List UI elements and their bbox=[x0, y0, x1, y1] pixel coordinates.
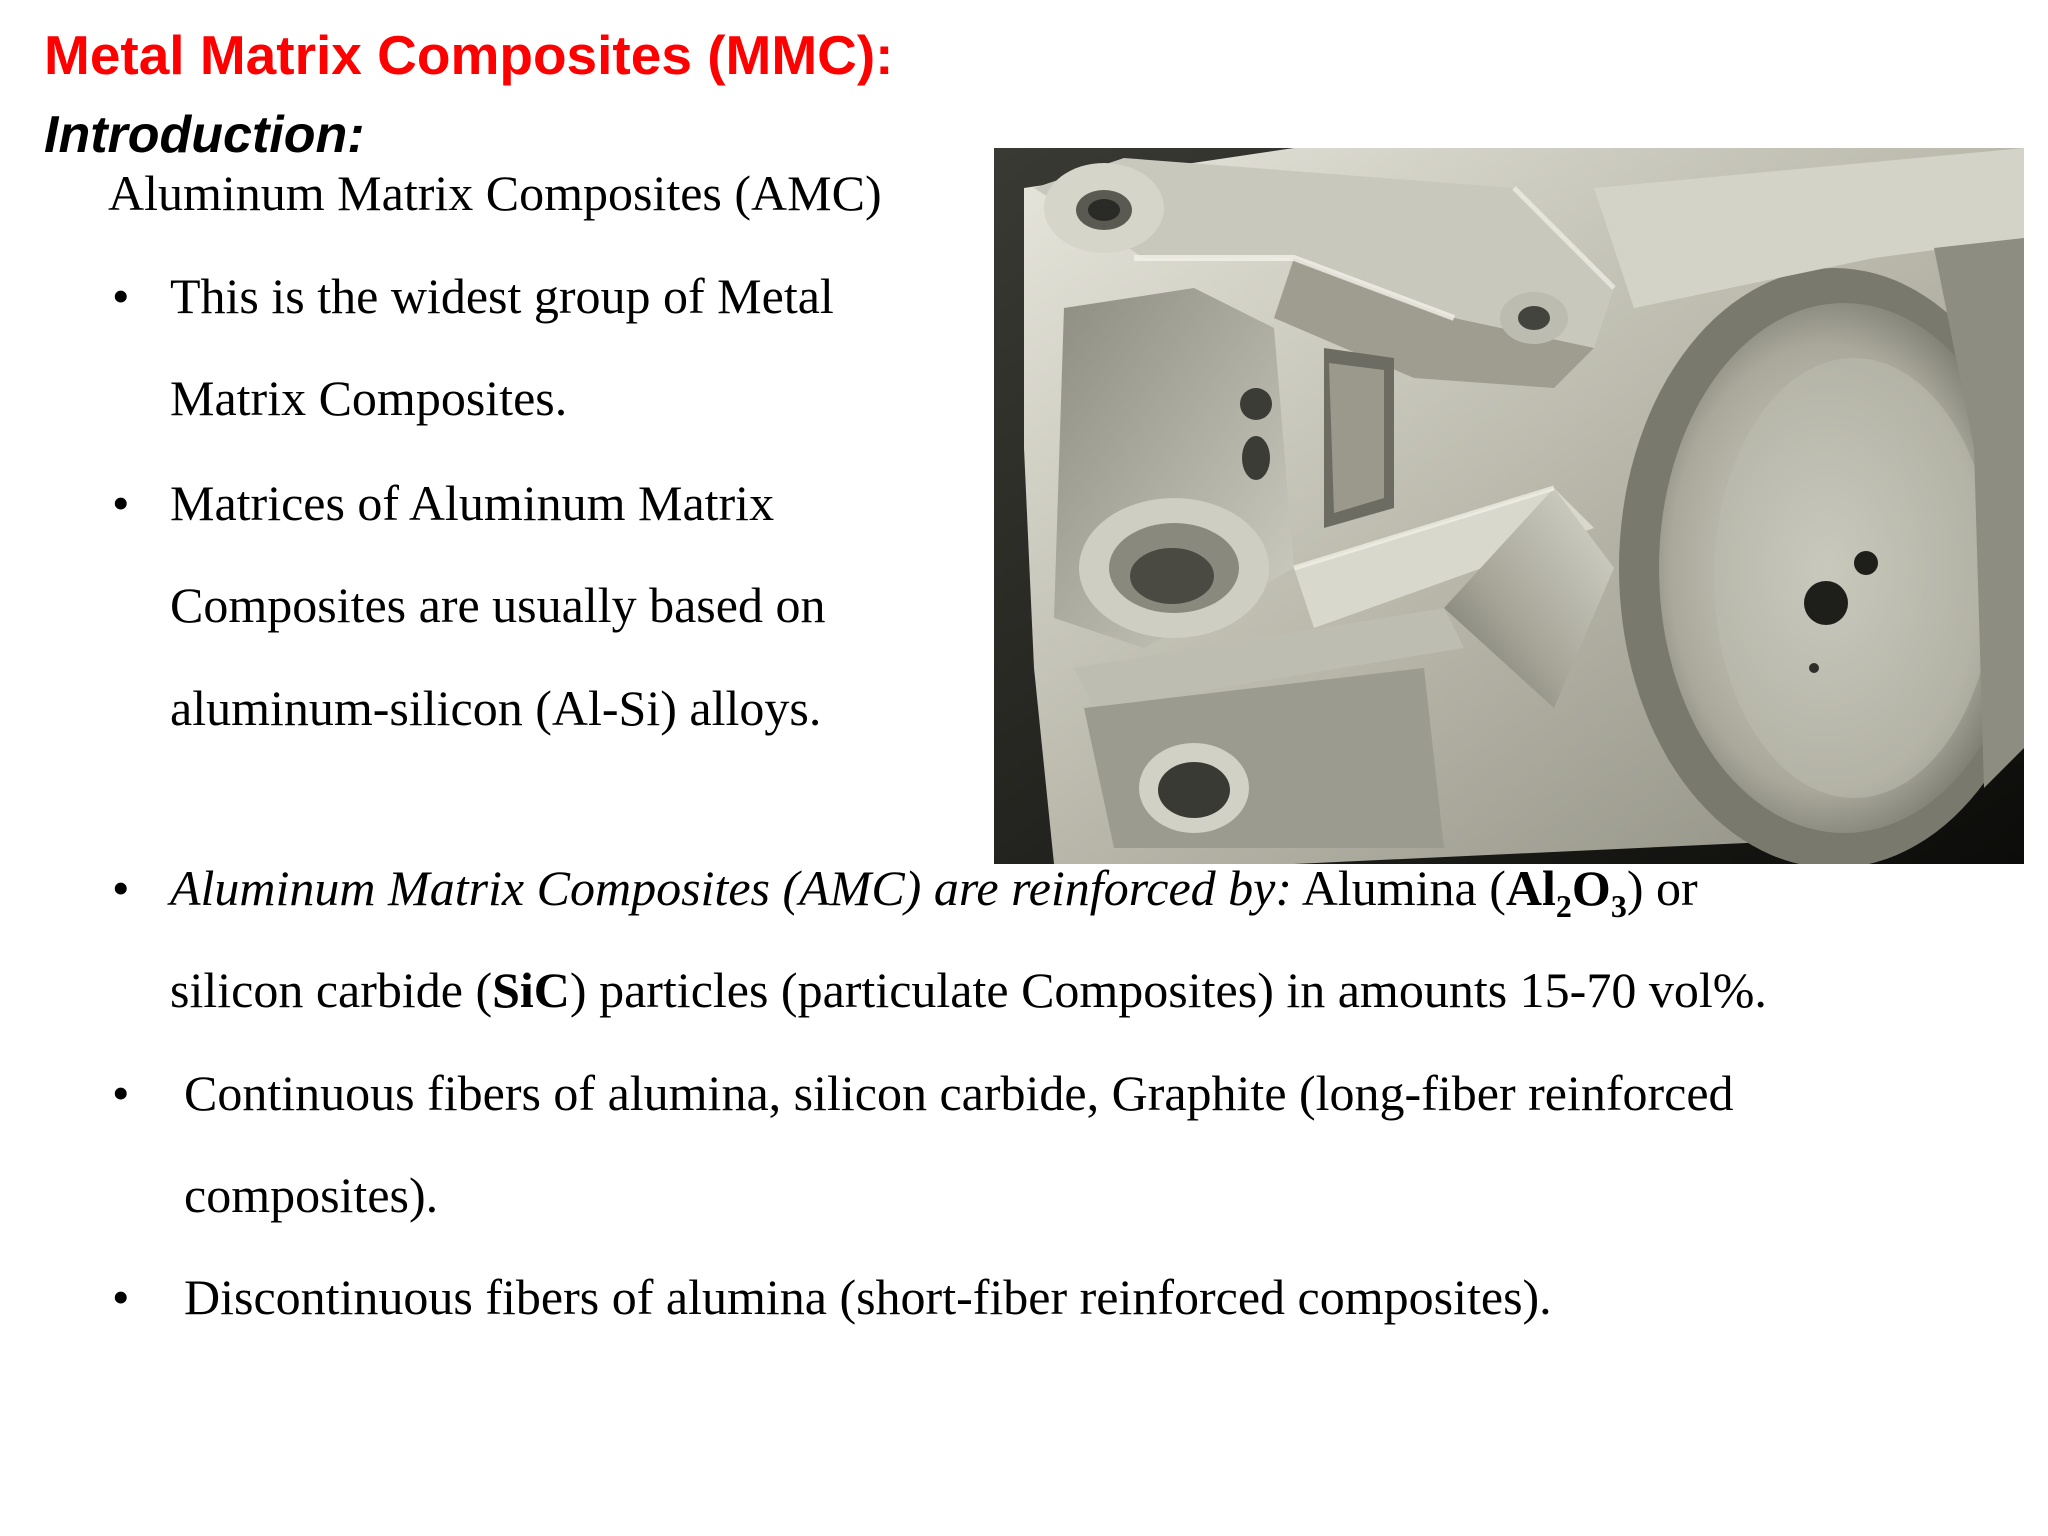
bullet3-line2 bbox=[170, 960, 1767, 1020]
aluminum-part-photo bbox=[994, 148, 2024, 864]
bullet-marker: • bbox=[112, 1065, 130, 1121]
bullet-marker: • bbox=[112, 860, 130, 916]
formula-o: O bbox=[1571, 860, 1611, 916]
bullet2-line3: aluminum-silicon (Al-Si) alloys. bbox=[170, 680, 822, 736]
bullet2-line1: Matrices of Aluminum Matrix bbox=[170, 475, 775, 531]
bullet5-line1: Discontinuous fibers of alumina (short-fiber reinforced composites). bbox=[184, 1269, 1552, 1325]
bullet1-line1: This is the widest group of Metal bbox=[170, 268, 834, 324]
bullet-marker: • bbox=[112, 475, 130, 531]
slide-title: Metal Matrix Composites (MMC): bbox=[44, 24, 894, 86]
alumina-formula bbox=[1505, 860, 1627, 924]
bullet-marker: • bbox=[112, 268, 130, 324]
bullet4-line2: composites). bbox=[184, 1167, 439, 1223]
section-heading: Aluminum Matrix Composites (AMC) bbox=[108, 165, 882, 221]
bullet-marker: • bbox=[112, 1269, 130, 1325]
formula-o-subscript: 3 bbox=[1610, 888, 1627, 924]
bullet3-line1 bbox=[170, 858, 1698, 924]
sic-formula: SiC bbox=[492, 962, 570, 1018]
bullet1-line2: Matrix Composites. bbox=[170, 370, 568, 426]
bullet4-line1: Continuous fibers of alumina, silicon carbide, Graphite (long-fiber reinforced bbox=[184, 1065, 1734, 1121]
bullet3-alumina-word: Alumina ( bbox=[1292, 860, 1506, 916]
formula-al: Al bbox=[1505, 860, 1556, 916]
bullet3-line2-pre: silicon carbide ( bbox=[170, 962, 493, 1018]
bullet3-after-formula: ) or bbox=[1626, 860, 1698, 916]
bullet2-line2: Composites are usually based on bbox=[170, 577, 826, 633]
bullet3-line2-post: ) particles (particulate Composites) in amounts 15-70 vol%. bbox=[569, 962, 1767, 1018]
bullet3-italic-lead: Aluminum Matrix Composites (AMC) are reinforced by: bbox=[170, 860, 1293, 916]
slide-subtitle: Introduction: bbox=[44, 106, 365, 164]
formula-al-subscript: 2 bbox=[1555, 888, 1572, 924]
